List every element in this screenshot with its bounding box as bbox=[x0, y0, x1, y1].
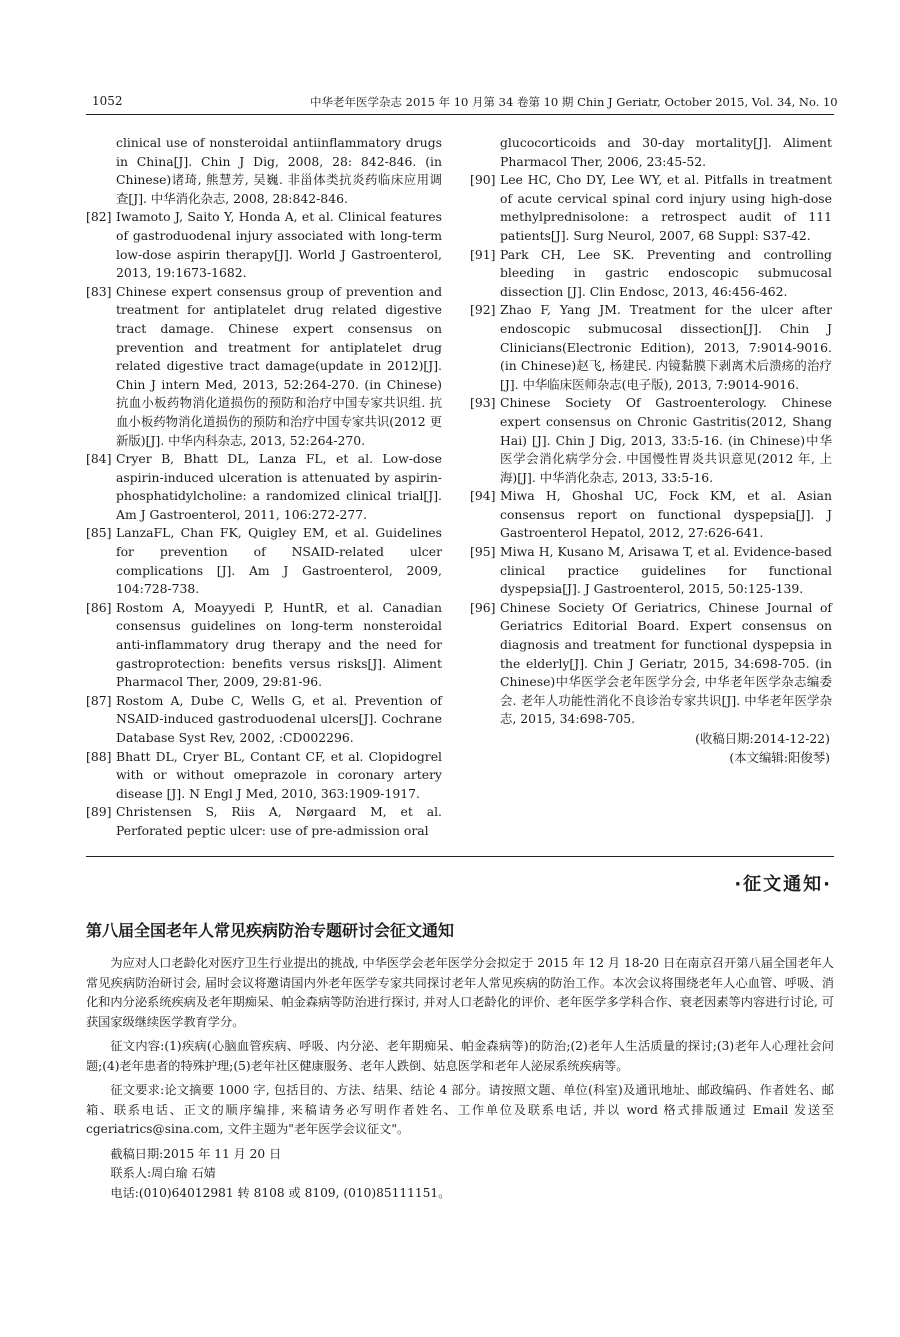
reference-text: LanzaFL, Chan FK, Quigley EM, et al. Guidelines for prevention of NSAID-related ulcer complications [J]. Am J Gastroenterol, 2009, 104:728-738. bbox=[116, 525, 442, 597]
reference-text: Iwamoto J, Saito Y, Honda A, et al. Clinical features of gastroduodenal injury associated with long-term low-dose aspirin therapy[J]. World J Gastroenterol, 2013, 19:1673-1682. bbox=[116, 209, 442, 281]
reference-item bbox=[86, 748, 442, 804]
references-right-column bbox=[470, 134, 832, 767]
reference-item bbox=[86, 692, 442, 748]
reference-item bbox=[86, 450, 442, 524]
contacts-line: 联系人:周白瑜 石婧 bbox=[110, 1166, 216, 1180]
reference-item bbox=[470, 394, 832, 487]
reference-text: Park CH, Lee SK. Preventing and controlling bleeding in gastric endoscopic submucosal dissection [J]. Clin Endosc, 2013, 46:456-462. bbox=[500, 246, 832, 299]
reference-text: Chinese Society Of Gastroenterology. Chinese expert consensus on Chronic Gastritis(2012, Shang Hai) [J]. Chin J Dig, 2013, 33:5-16. (in Chinese)中华医学会消化病学分会. 中国慢性胃炎共识意见(2012 年, 上海)[J]. 中华消化杂志, 2013, 33:5-16. bbox=[500, 395, 832, 485]
reference-number: [82] bbox=[86, 209, 112, 225]
phone-line: 电话:(010)64012981 转 8108 或 8109, (010)85111151。 bbox=[110, 1185, 451, 1200]
reference-number: [84] bbox=[86, 451, 112, 467]
reference-number: [93] bbox=[470, 395, 496, 411]
reference-number: [95] bbox=[470, 544, 496, 560]
reference-number: [90] bbox=[470, 172, 496, 188]
reference-number: [94] bbox=[470, 488, 496, 504]
reference-number: [88] bbox=[86, 748, 112, 764]
reference-text: Bhatt DL, Cryer BL, Contant CF, et al. Clopidogrel with or without omeprazole in coronary artery disease [J]. N Engl J Med, 2010, 363:1909-1917. bbox=[116, 748, 442, 801]
reference-text: Rostom A, Moayyedi P, HuntR, et al. Canadian consensus guidelines on long-term nonsteroidal anti-inflammatory drug therapy and the need for gastroprotection: benefits versus risks[J]. Aliment Pharmacol Ther, 2009, 29:81-96. bbox=[116, 599, 442, 690]
reference-item bbox=[470, 487, 832, 543]
section-divider bbox=[86, 856, 834, 857]
section-tag: ·征文通知· bbox=[734, 874, 832, 895]
reference-number: [87] bbox=[86, 692, 112, 708]
reference-text: Lee HC, Cho DY, Lee WY, et al. Pitfalls in treatment of acute cervical spinal cord injury using high-dose methylprednisolone: a retrospect audit of 111 patients[J]. Surg Neurol, 2007, 68 Suppl: S37-42. bbox=[500, 172, 832, 243]
received-date: (收稿日期:2014-12-22) bbox=[695, 731, 830, 746]
reference-text: Miwa H, Kusano M, Arisawa T, et al. Evidence-based clinical practice guidelines for functional dyspepsia[J]. J Gastroenterol, 2015, 50:125-139. bbox=[500, 544, 832, 597]
reference-item bbox=[86, 803, 442, 840]
reference-continuation: glucocorticoids and 30-day mortality[J]. Aliment Pharmacol Ther, 2006, 23:45-52. bbox=[500, 135, 832, 169]
reference-item bbox=[470, 599, 832, 729]
notice-paragraph: 征文内容:(1)疾病(心脑血管疾病、呼吸、内分泌、老年期痴呆、帕金森病等)的防治;(2)老年人生活质量的探讨;(3)老年人心理社会问题;(4)老年患者的特殊护理;(5)老年社区健康服务、老年人跌倒、姑息医学和老年人泌尿系统疾病等。 bbox=[86, 1039, 834, 1073]
editor-credit: (本文编辑:阳俊琴) bbox=[729, 750, 830, 765]
reference-item bbox=[470, 301, 832, 394]
journal-running-head: 中华老年医学杂志 2015 年 10 月第 34 卷第 10 期 Chin J Geriatr, October 2015, Vol. 34, No. 10 bbox=[310, 95, 838, 109]
reference-item bbox=[470, 543, 832, 599]
page-number: 1052 bbox=[92, 94, 123, 108]
reference-text: Chinese expert consensus group of prevention and treatment for antiplatelet drug related digestive tract damage. Chinese expert consensus on prevention and treatment for antiplatelet drug related digestive tract damage(update in 2012)[J]. Chin J intern Med, 2013, 52:264-270. (in Chinese)抗血小板药物消化道损伤的预防和治疗中国专家共识组. 抗血小板药物消化道损伤的预防和治疗中国专家共识(2012 更新版)[J]. 中华内科杂志, 2013, 52:264-270. bbox=[116, 283, 442, 448]
reference-text: Zhao F, Yang JM. Treatment for the ulcer after endoscopic submucosal dissection[J]. Chin J Clinicians(Electronic Edition), 2013, 7:9014-9016. (in Chinese)赵飞, 杨建民. 内镜黏膜下剥离术后溃疡的治疗[J]. 中华临床医师杂志(电子版), 2013, 7:9014-9016. bbox=[500, 302, 832, 392]
deadline-line: 截稿日期:2015 年 11 月 20 日 bbox=[110, 1146, 282, 1161]
reference-item bbox=[86, 524, 442, 598]
notice-paragraph: 征文要求:论文摘要 1000 字, 包括目的、方法、结果、结论 4 部分。请按照文题、单位(科室)及通讯地址、邮政编码、作者姓名、邮箱、联系电话、正文的顺序编排, 来稿请务必写明作者姓名、工作单位及联系电话, 并以 word 格式排版通过 Email 发送至 cgeriatrics@sina.com, 文件主题为"老年医学会议征文"。 bbox=[86, 1083, 834, 1136]
reference-item bbox=[470, 171, 832, 245]
reference-number: [96] bbox=[470, 599, 496, 615]
header-divider bbox=[86, 114, 834, 115]
notice-paragraph: 为应对人口老龄化对医疗卫生行业提出的挑战, 中华医学会老年医学分会拟定于 2015 年 12 月 18-20 日在南京召开第八届全国老年人常见疾病防治研讨会, 届时会议将邀请国内外老年医学专家共同探讨老年人常见疾病的防治工作。本次会议将围绕老年人心血管、呼吸、消化和内分泌系统疾病及老年期痴呆、帕金森病等防治进行探讨, 并对人口老龄化的评价、老年医学多学科合作、衰老因素等内容进行讨论, 可获国家级继续医学教育学分。 bbox=[86, 956, 834, 1029]
reference-number: [91] bbox=[470, 246, 496, 262]
reference-text: Cryer B, Bhatt DL, Lanza FL, et al. Low-dose aspirin-induced ulceration is attenuated by aspirin-phosphatidylcholine: a randomized clinical trial[J]. Am J Gastroenterol, 2011, 106:272-277. bbox=[116, 451, 442, 522]
reference-text: Chinese Society Of Geriatrics, Chinese Journal of Geriatrics Editorial Board. Expert consensus on diagnosis and treatment for functional dyspepsia in the elderly[J]. Chin J Geriatr, 2015, 34:698-705. (in Chinese)中华医学会老年医学分会, 中华老年医学杂志编委会. 老年人功能性消化不良诊治专家共识[J]. 中华老年医学杂志, 2015, 34:698-705. bbox=[500, 599, 832, 727]
notice-title: 第八届全国老年人常见疾病防治专题研讨会征文通知 bbox=[86, 921, 455, 940]
reference-continuation: clinical use of nonsteroidal antiinflammatory drugs in China[J]. Chin J Dig, 2008, 28: 842-846. (in Chinese)诸琦, 熊慧芳, 吴巍. 非甾体类抗炎药临床应用调查[J]. 中华消化杂志, 2008, 28:842-846. bbox=[116, 135, 442, 206]
references-left-column bbox=[86, 134, 442, 841]
reference-number: [85] bbox=[86, 525, 112, 541]
reference-number: [89] bbox=[86, 804, 112, 820]
reference-item bbox=[470, 246, 832, 302]
reference-number: [86] bbox=[86, 599, 112, 615]
reference-text: Rostom A, Dube C, Wells G, et al. Prevention of NSAID-induced gastroduodenal ulcers[J]. Cochrane Database Syst Rev, 2002, :CD002296. bbox=[116, 692, 442, 745]
reference-item bbox=[86, 599, 442, 692]
reference-item bbox=[86, 208, 442, 282]
reference-text: Christensen S, Riis A, Nørgaard M, et al. Perforated peptic ulcer: use of pre-admission oral bbox=[116, 804, 442, 838]
reference-text: Miwa H, Ghoshal UC, Fock KM, et al. Asian consensus report on functional dyspepsia[J]. J Gastroenterol Hepatol, 2012, 27:626-641. bbox=[500, 488, 832, 541]
reference-item bbox=[86, 283, 442, 450]
reference-number: [92] bbox=[470, 302, 496, 318]
notice-body bbox=[86, 954, 834, 1203]
reference-number: [83] bbox=[86, 283, 112, 299]
